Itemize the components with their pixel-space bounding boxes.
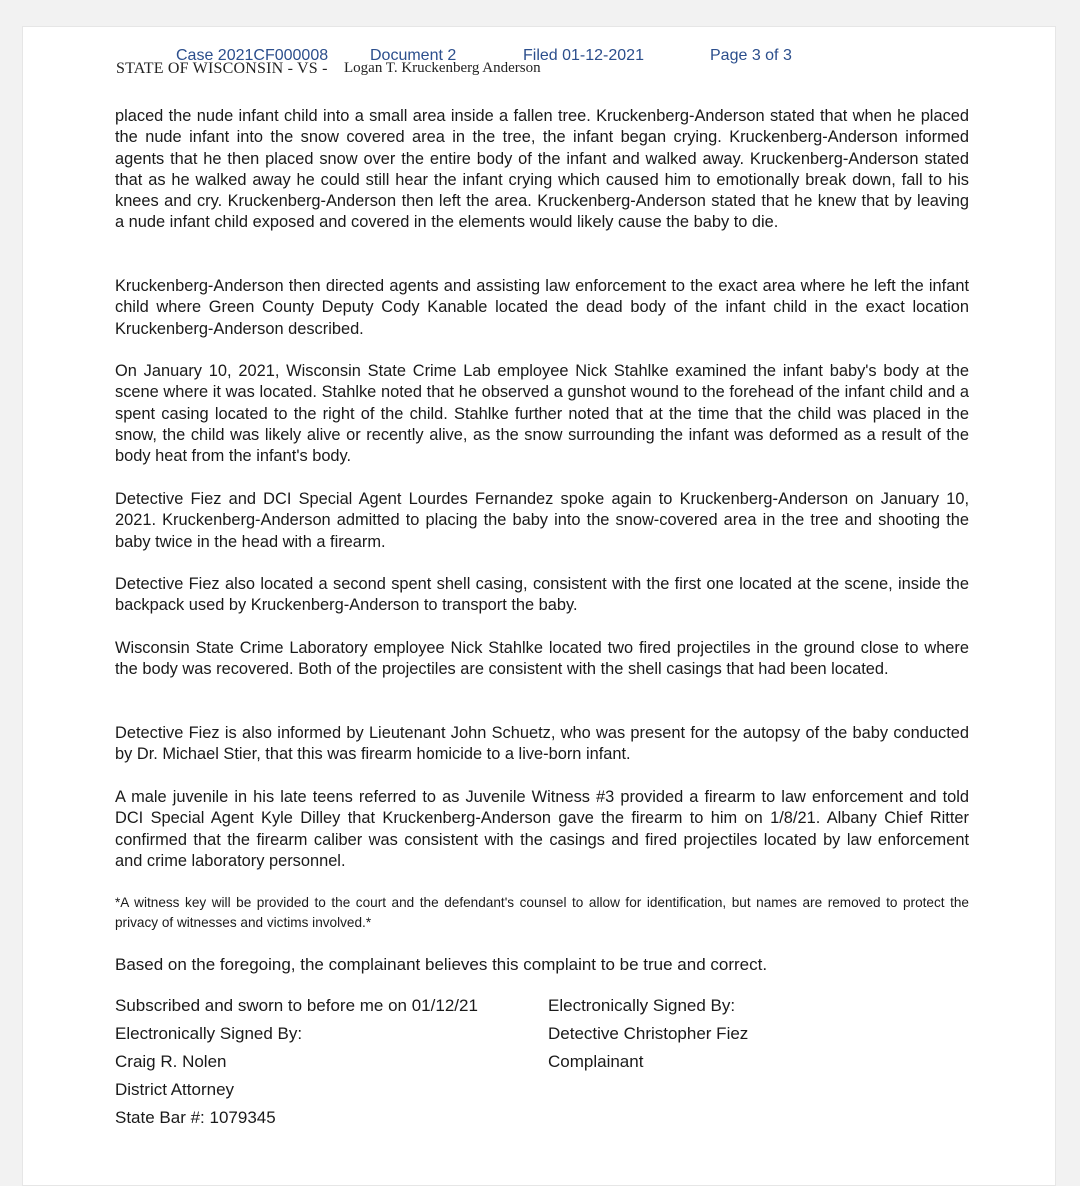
paragraph-4: Detective Fiez and DCI Special Agent Lourdes Fernandez spoke again to Kruckenberg-Anderson on January 10, 2021. Kruckenberg-Anderson admitted to placing the baby into the snow-covered area in the tree and shooting the baby twice in the head with a firearm.	[115, 490, 969, 551]
paragraph-8: A male juvenile in his late teens referred to as Juvenile Witness #3 provided a firearm to law enforcement and told DCI Special Agent Kyle Dilley that Kruckenberg-Anderson gave the firearm to him on 1/8/21. Albany Chief Ritter confirmed that the firearm caliber was consistent with the casings and fired projectiles located by law enforcement and crime laboratory personnel.	[115, 788, 969, 870]
paragraph-3: On January 10, 2021, Wisconsin State Crime Lab employee Nick Stahlke examined the infant baby's body at the scene where it was located. Stahlke noted that he observed a gunshot wound to the forehead of the infant child and a spent casing located to the right of the child. Stahlke further noted that at the time that the child was placed in the snow, the child was likely alive or recently alive, as the snow surrounding the infant was deformed as a result of the body heat from the infant's body.	[115, 362, 969, 466]
paragraph-7: Detective Fiez is also informed by Lieutenant John Schuetz, who was present for the autopsy of the baby conducted by Dr. Michael Stier, that this was firearm homicide to a live-born infant.	[115, 724, 969, 764]
case-caption-state: STATE OF WISCONSIN - VS -	[116, 60, 328, 77]
paragraph-2: Kruckenberg-Anderson then directed agents and assisting law enforcement to the exact area where he left the infant child where Green County Deputy Cody Kanable located the dead body of the infant child in the exact location Kruckenberg-Anderson described.	[115, 277, 969, 338]
case-number: Case 2021CF000008	[176, 47, 329, 64]
paragraph-5: Detective Fiez also located a second spent shell casing, consistent with the first one located at the scene, inside the backpack used by Kruckenberg-Anderson to transport the baby.	[115, 575, 969, 615]
sworn-line: Subscribed and sworn to before me on 01/12/21	[115, 996, 478, 1015]
document-number: Document 2	[370, 47, 457, 64]
signature-block-left	[115, 995, 478, 1135]
conclusion-statement: Based on the foregoing, the complainant believes this complaint to be true and correct.	[115, 955, 768, 974]
document-header	[116, 44, 976, 84]
signature-block-right	[548, 995, 748, 1079]
witness-key-note: *A witness key will be provided to the court and the defendant's counsel to allow for identification, but names are removed to protect the privacy of witnesses and victims involved.*	[115, 895, 969, 930]
paragraph-6: Wisconsin State Crime Laboratory employee Nick Stahlke located two fired projectiles in the ground close to where the body was recovered. Both of the projectiles are consistent with the shell casings that had been located.	[115, 639, 969, 679]
signed-by-label: Electronically Signed By:	[115, 1024, 303, 1043]
complainant-name: Detective Christopher Fiez	[548, 1024, 749, 1043]
case-caption-defendant: Logan T. Kruckenberg Anderson	[344, 60, 541, 76]
attorney-title: District Attorney	[115, 1080, 235, 1099]
signed-by-label: Electronically Signed By:	[548, 996, 736, 1015]
state-bar-number: State Bar #: 1079345	[115, 1108, 276, 1127]
page-number: Page 3 of 3	[710, 47, 792, 64]
complainant-title: Complainant	[548, 1052, 644, 1071]
filed-date: Filed 01-12-2021	[523, 47, 644, 64]
paragraph-1: placed the nude infant child into a small area inside a fallen tree. Kruckenberg-Anderson stated that when he placed the nude infant into the snow covered area in the tree, the infant began crying. Kruckenberg-Anderson informed agents that he then placed snow over the entire body of the infant and walked away. Kruckenberg-Anderson stated that as he walked away he could still hear the infant crying which caused him to emotionally break down, fall to his knees and cry. Kruckenberg-Anderson then left the area. Kruckenberg-Anderson stated that he knew that by leaving a nude infant child exposed and covered in the elements would likely cause the baby to die.	[115, 107, 969, 232]
attorney-name: Craig R. Nolen	[115, 1052, 227, 1071]
